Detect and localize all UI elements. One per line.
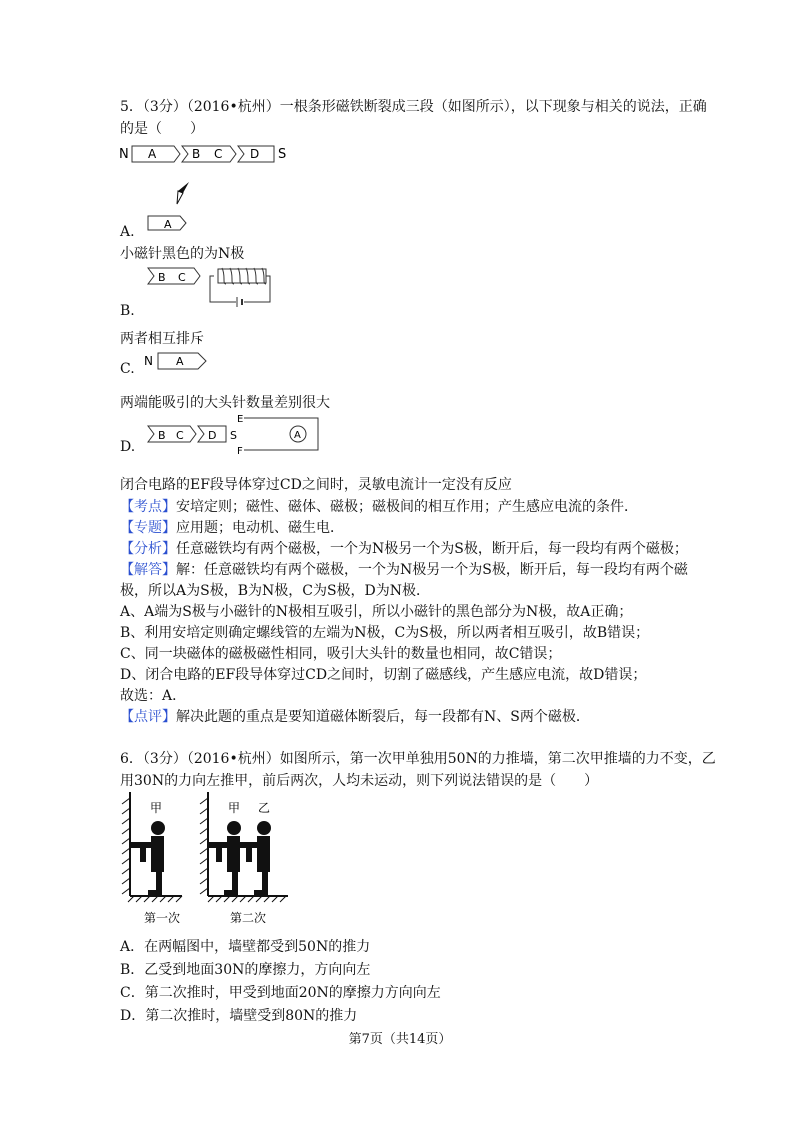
magnet-s-label: S [278, 147, 287, 162]
q5-option-a-label: A. [120, 224, 135, 240]
page-footer: 第7页（共14页） [348, 1032, 452, 1047]
q5-option-a-figure [146, 213, 190, 233]
magnet-c-label: C [214, 147, 223, 161]
q5-magnet-figure [118, 140, 308, 168]
q5-stem-line2: 的是（ ） [120, 121, 204, 137]
q5-option-d-desc: 闭合电路的EF段导体穿过CD之间时，灵敏电流计一定没有反应 [120, 477, 512, 493]
q5-option-d-figure [146, 410, 322, 460]
q5-option-d-label: D. [120, 439, 136, 455]
q6-stem-line2: 用30N的力向左推甲，前后两次，人均未运动，则下列说法错误的是（ ） [120, 773, 599, 789]
q6-option-d-label: D． [120, 1008, 146, 1024]
option-b-magnet-c-label: C [178, 271, 186, 284]
option-d-magnet-d-label: D [208, 429, 217, 442]
option-d-magnet-b-label: B [158, 429, 166, 442]
q6-option-a-text: 在两幅图中，墙壁都受到50N的推力 [144, 939, 371, 955]
q5-kaodian [120, 497, 638, 517]
jieda-text: 解：任意磁铁均有两个磁极，一个为N极另一个为S极，断开后，每一段均有两个磁 [176, 562, 688, 578]
option-d-e-label: E [237, 414, 244, 425]
magnet-b-label: B [192, 147, 201, 161]
q5-jieda [120, 560, 688, 580]
magnet-a-label: A [148, 147, 157, 161]
jieda-line: 极，所以A为S极，B为N极，C为S极，D为N极． [120, 583, 431, 599]
compass-needle-icon [174, 180, 192, 206]
q6-option-c [120, 983, 441, 1003]
option-d-magnet-c-label: C [176, 429, 184, 442]
q5-option-c-figure [142, 349, 214, 373]
q5-option-b-desc: 两者相互排斥 [120, 331, 204, 347]
q5-option-c-desc: 两端能吸引的大头针数量差别很大 [120, 395, 330, 411]
jieda-line: A、A端为S极与小磁针的N极相互吸引，所以小磁针的黑色部分为N极，故A正确； [120, 604, 633, 620]
q5-option-b-figure [146, 264, 276, 312]
q6-push-figure [118, 790, 298, 930]
q6-option-c-text: 第二次推时，甲受到地面20N的摩擦力方向向左 [144, 985, 441, 1001]
dianping-tag: 【点评】 [120, 709, 176, 725]
option-c-magnet-label: A [176, 355, 184, 368]
zhuanti-text: 应用题；电动机、磁生电． [176, 520, 344, 536]
q6-option-d-text: 第二次推时，墙壁受到80N的推力 [145, 1008, 358, 1024]
option-a-magnet-label: A [164, 218, 172, 231]
fig-caption-first: 第一次 [144, 911, 181, 925]
dianping-text: 解决此题的重点是要知道磁体断裂后，每一段都有N、S两个磁极． [176, 709, 590, 725]
q6-option-a-label: A． [120, 939, 145, 955]
jieda-line: B、利用安培定则确定螺线管的左端为N极，C为S极，所以两者相互吸引，故B错误； [120, 625, 650, 641]
jieda-tag: 【解答】 [120, 562, 176, 578]
jieda-line: C、同一块磁体的磁极磁性相同，吸引大头针的数量也相同，故C错误； [120, 646, 562, 662]
kaodian-text: 安培定则；磁性、磁体、磁极；磁极间的相互作用；产生感应电流的条件． [176, 499, 638, 515]
q6-option-b-text: 乙受到地面30N的摩擦力，方向向左 [144, 962, 371, 978]
fig2-yi-label: 乙 [258, 801, 271, 815]
q6-option-c-label: C． [120, 985, 145, 1001]
q5-zhuanti [120, 518, 344, 538]
option-d-f-label: F [237, 446, 243, 457]
q6-option-b-label: B． [120, 962, 145, 978]
q5-option-c-label: C. [120, 361, 135, 377]
q6-option-b [120, 960, 370, 980]
fig1-jia-label: 甲 [150, 801, 163, 815]
kaodian-tag: 【考点】 [120, 499, 176, 515]
q5-option-a-desc: 小磁针黑色的为N极 [120, 246, 245, 262]
q6-option-a [120, 937, 370, 957]
zhuanti-tag: 【专题】 [120, 520, 176, 536]
galvanometer-label: A [294, 430, 301, 441]
fig-caption-second: 第二次 [230, 911, 267, 925]
magnet-n-label: N [119, 147, 129, 162]
q5-option-b-label: B. [120, 303, 135, 319]
q6-stem-line1: 6．（3分）（2016•杭州）如图所示，第一次甲单独用50N的力推墙，第二次甲推墙的力不变，乙 [120, 751, 716, 767]
option-b-magnet-b-label: B [158, 271, 166, 284]
option-c-n-label: N [144, 354, 153, 368]
q6-option-d [120, 1006, 357, 1026]
q5-dianping [120, 707, 590, 727]
fenxi-text: 任意磁铁均有两个磁极，一个为N极另一个为S极，断开后，每一段均有两个磁极； [176, 541, 688, 557]
option-d-s-label: S [230, 429, 237, 442]
magnet-d-label: D [250, 147, 260, 161]
q5-fenxi [120, 539, 688, 559]
jieda-line: D、闭合电路的EF段导体穿过CD之间时，切割了磁感线，产生感应电流，故D错误； [120, 667, 647, 683]
fenxi-tag: 【分析】 [120, 541, 176, 557]
q5-stem-line1: 5．（3分）（2016•杭州）一根条形磁铁断裂成三段（如图所示），以下现象与相关的说法，正确 [120, 99, 707, 115]
jieda-line: 故选：A． [120, 688, 187, 704]
fig2-jia-label: 甲 [228, 801, 241, 815]
